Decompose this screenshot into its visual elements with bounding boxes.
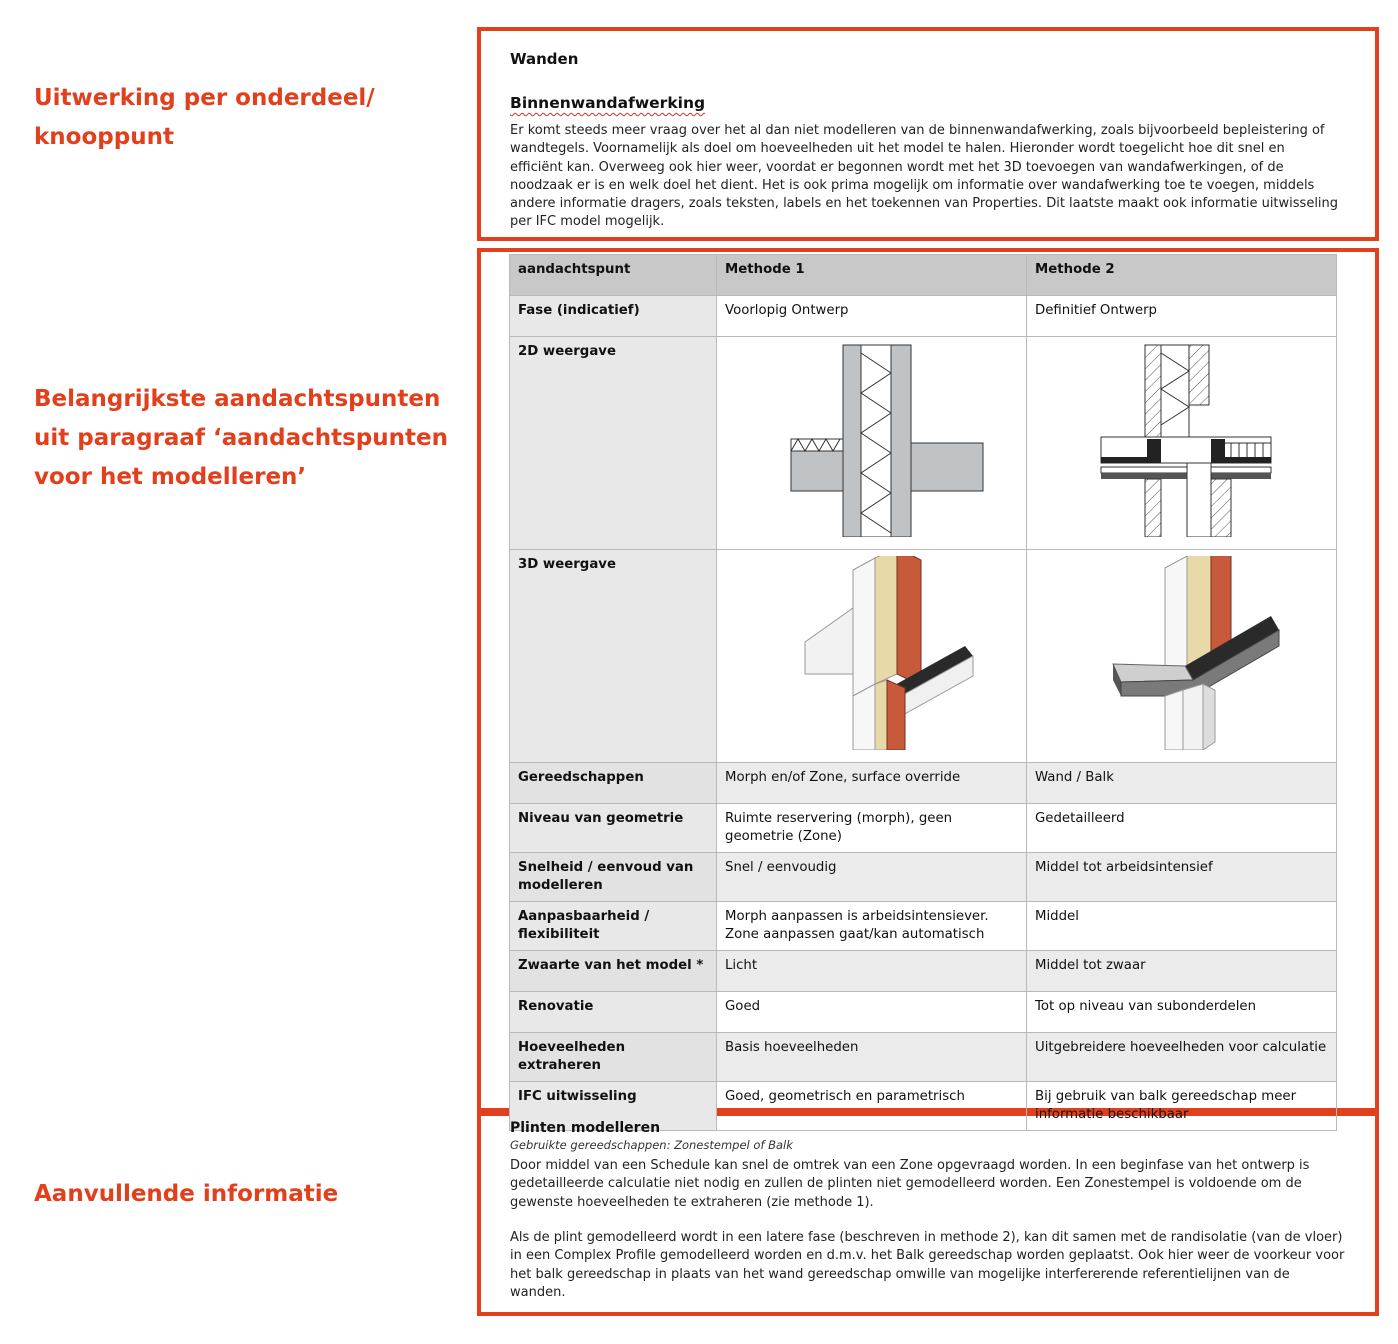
header-methode-2: Methode 2: [1027, 255, 1337, 296]
table-row: [510, 1033, 1337, 1082]
row-label: 2D weergave: [510, 337, 717, 550]
row-label: Hoeveelheden extraheren: [510, 1033, 717, 1082]
cell-methode-1: Morph en/of Zone, surface override: [717, 763, 1027, 804]
cell-methode-2: Bij gebruik van balk gereedschap meer informatie beschikbaar: [1027, 1082, 1337, 1131]
cell-methode-1: Goed: [717, 992, 1027, 1033]
row-label: Niveau van geometrie: [510, 804, 717, 853]
row-label: IFC uitwisseling: [510, 1082, 717, 1131]
cell-methode-2: Wand / Balk: [1027, 763, 1337, 804]
cell-methode-2: Uitgebreidere hoeveelheden voor calculatie: [1027, 1033, 1337, 1082]
cell-methode-2: Middel tot zwaar: [1027, 951, 1337, 992]
cell-methode-1: Voorlopig Ontwerp: [717, 296, 1027, 337]
comparison-table: [509, 254, 1337, 1131]
cell-methode-2: Gedetailleerd: [1027, 804, 1337, 853]
row-label: Gereedschappen: [510, 763, 717, 804]
table-row: [510, 804, 1337, 853]
table-row: [510, 337, 1337, 550]
cell-methode-1: Ruimte reservering (morph), geen geometrie (Zone): [717, 804, 1027, 853]
cell-methode-2: Definitief Ontwerp: [1027, 296, 1337, 337]
plinten-tools: Gebruikte gereedschappen: Zonestempel of Balk: [510, 1138, 793, 1152]
section-subheading: Binnenwandafwerking: [510, 94, 706, 112]
row-label: Renovatie: [510, 992, 717, 1033]
row-label: Fase (indicatief): [510, 296, 717, 337]
table-row: [510, 550, 1337, 763]
table-row: [510, 992, 1337, 1033]
table-header-row: [510, 255, 1337, 296]
cell-methode-2: Middel tot arbeidsintensief: [1027, 853, 1337, 902]
cell-methode-1: Morph aanpassen is arbeidsintensiever. Zone aanpassen gaat/kan automatisch: [717, 902, 1027, 951]
render-3d-methode-1: [717, 550, 1027, 763]
label-aanvullende-informatie: Aanvullende informatie: [34, 1181, 339, 1207]
section-heading: Wanden: [510, 50, 579, 68]
intro-paragraph: Er komt steeds meer vraag over het al dan niet modelleren van de binnenwandafwerking, zoals bijvoorbeeld bepleistering of wandtegels. Voornamelijk als doel om hoeveelheden uit het model te halen. Hieronder wordt toegelicht hoe dit snel en efficiënt kan. Overweeg ook hier weer, voordat er begonnen wordt met het 3D toevoegen van wandafwerkingen, of de noodzaak er is en welk doel het dient. Het is ook prima mogelijk om informatie over wandafwerking toe te voegen, middels andere informatie dragers, zoals teksten, labels en het toekennen van Properties. Dit laatste maakt ook informatie uitwisseling per IFC model mogelijk.: [510, 123, 1339, 230]
header-methode-1: Methode 1: [717, 255, 1027, 296]
drawing-2d-methode-1: [717, 337, 1027, 550]
label-aandachtspunten: Belangrijkste aandachtspunten uit paragraaf ‘aandachtspunten voor het modelleren’: [34, 386, 448, 490]
plinten-paragraph-1: Door middel van een Schedule kan snel de omtrek van een Zone opgevraagd worden. In een beginfase van het ontwerp is gedetailleerde calculatie niet nodig en zullen de plinten niet gemodelleerd worden. Een Zonestempel is voldoende om de gewenste hoeveelheden te extraheren (zie methode 1).: [510, 1158, 1310, 1210]
table-row: [510, 951, 1337, 992]
cell-methode-1: Goed, geometrisch en parametrisch: [717, 1082, 1027, 1131]
label-uitwerking: Uitwerking per onderdeel/ knooppunt: [34, 85, 375, 150]
cell-methode-1: Licht: [717, 951, 1027, 992]
cell-methode-2: Middel: [1027, 902, 1337, 951]
table-row: [510, 853, 1337, 902]
render-3d-methode-2: [1027, 550, 1337, 763]
header-aandachtspunt: aandachtspunt: [510, 255, 717, 296]
table-row: [510, 902, 1337, 951]
drawing-2d-methode-2: [1027, 337, 1337, 550]
cell-methode-2: Tot op niveau van subonderdelen: [1027, 992, 1337, 1033]
table-row: [510, 296, 1337, 337]
row-label: Zwaarte van het model *: [510, 951, 717, 992]
plinten-heading: Plinten modelleren: [510, 1120, 661, 1136]
table-row: [510, 763, 1337, 804]
row-label: Snelheid / eenvoud van modelleren: [510, 853, 717, 902]
cell-methode-1: Snel / eenvoudig: [717, 853, 1027, 902]
row-label: Aanpasbaarheid / flexibiliteit: [510, 902, 717, 951]
row-label: 3D weergave: [510, 550, 717, 763]
cell-methode-1: Basis hoeveelheden: [717, 1033, 1027, 1082]
plinten-paragraph-2: Als de plint gemodelleerd wordt in een latere fase (beschreven in methode 2), kan dit samen met de randisolatie (van de vloer) in een Complex Profile gemodelleerd worden en d.m.v. het Balk gereedschap worden geplaatst. Ook hier weer de voorkeur voor het balk gereedschap in plaats van het wand gereedschap omwille van mogelijke interfererende referentielijnen van de wanden.: [510, 1230, 1345, 1300]
